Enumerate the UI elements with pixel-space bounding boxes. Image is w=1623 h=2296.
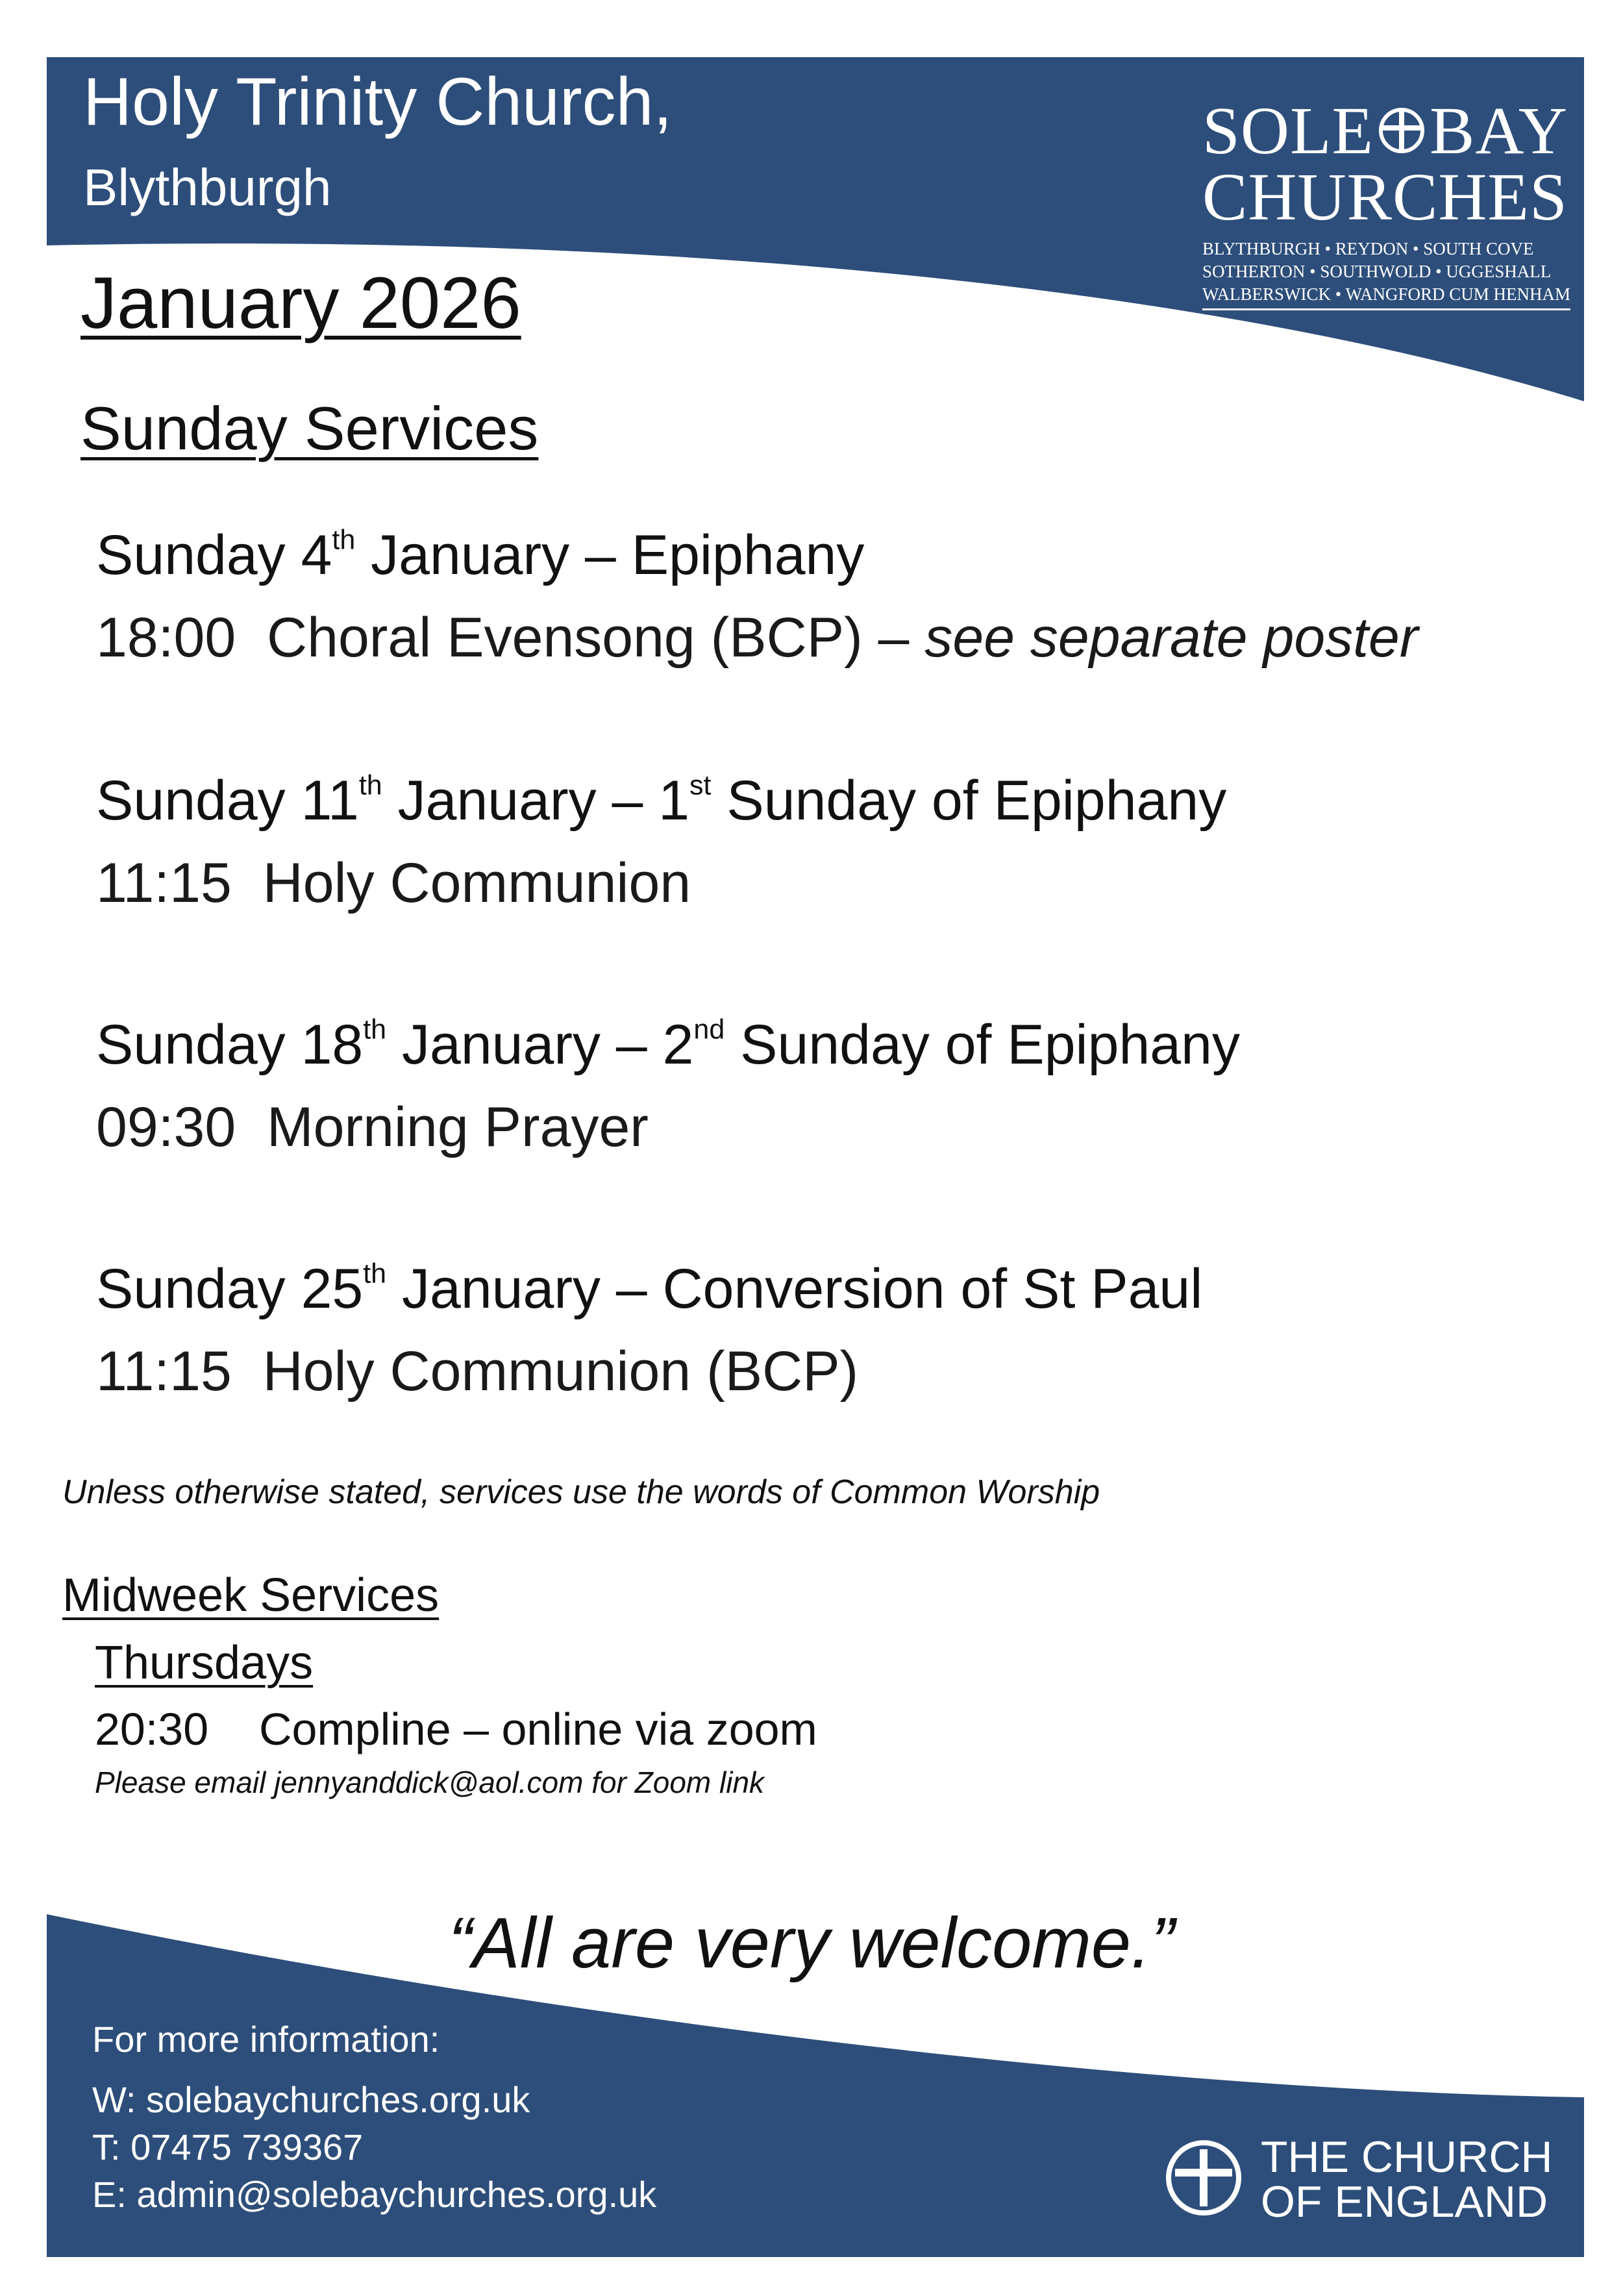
service-3-day: Sunday 18 xyxy=(96,1014,364,1076)
midweek-time: 20:30 xyxy=(95,1704,209,1754)
logo-word-sole: SOLE xyxy=(1202,94,1374,168)
sunday-services-heading: Sunday Services xyxy=(81,394,539,462)
zoom-link-note: Please email jennyanddick@aol.com for Zoom link xyxy=(95,1766,765,1799)
service-1-day: Sunday 4 xyxy=(96,524,332,586)
logo-word-bay: BAY xyxy=(1430,94,1568,168)
service-4-name: Holy Communion (BCP) xyxy=(262,1340,859,1403)
service-2-occasion: Sunday of Epiphany xyxy=(711,769,1227,832)
church-location: Blythburgh xyxy=(83,158,332,216)
logo-places-line-3: WALBERSWICK • WANGFORD CUM HENHAM xyxy=(1202,283,1570,310)
service-2-time: 11:15 xyxy=(96,852,232,914)
service-4-time: 11:15 xyxy=(96,1340,232,1403)
logo-places-line-1: BLYTHBURGH • REYDON • SOUTH COVE xyxy=(1202,239,1534,258)
contact-email[interactable]: E: admin@solebaychurches.org.uk xyxy=(92,2174,657,2215)
service-1-occasion: January – Epiphany xyxy=(355,524,865,586)
service-3-name: Morning Prayer xyxy=(267,1096,649,1158)
coe-line-2: OF ENGLAND xyxy=(1261,2177,1548,2227)
church-name: Holy Trinity Church, xyxy=(83,64,673,140)
church-of-england-cross-icon xyxy=(1163,2138,1244,2218)
service-3-day-suffix: th xyxy=(363,1014,387,1045)
midweek-service-name: Compline – online via zoom xyxy=(258,1704,817,1754)
service-1-time: 18:00 xyxy=(96,606,236,669)
service-2-name: Holy Communion xyxy=(262,852,691,914)
contact-website[interactable]: W: solebaychurches.org.uk xyxy=(92,2079,530,2120)
contact-phone[interactable]: T: 07475 739367 xyxy=(92,2127,364,2167)
coe-line-1: THE CHURCH xyxy=(1261,2132,1553,2182)
service-3-month: January – xyxy=(386,1014,663,1076)
service-3-occasion: Sunday of Epiphany xyxy=(725,1014,1240,1076)
service-3-ordinal-suffix: nd xyxy=(693,1014,725,1045)
service-1-day-suffix: th xyxy=(332,524,356,556)
service-2-day: Sunday 11 xyxy=(96,769,359,832)
service-2-day-suffix: th xyxy=(358,769,382,801)
service-2-ordinal: 1 xyxy=(658,769,690,832)
service-4-day-suffix: th xyxy=(363,1258,387,1290)
month-title: January 2026 xyxy=(81,262,521,343)
service-3-ordinal: 2 xyxy=(662,1014,694,1076)
service-1-note: see separate poster xyxy=(924,606,1419,669)
worship-note: Unless otherwise stated, services use the words of Common Worship xyxy=(62,1473,1100,1511)
service-4-day: Sunday 25 xyxy=(96,1258,364,1320)
service-3-time: 09:30 xyxy=(96,1096,236,1158)
logo-word-churches: CHURCHES xyxy=(1202,160,1568,234)
midweek-services-heading: Midweek Services xyxy=(62,1569,440,1621)
service-4-occasion: January – Conversion of St Paul xyxy=(386,1258,1203,1320)
service-2-ordinal-suffix: st xyxy=(689,769,712,801)
service-1-name: Choral Evensong (BCP) – xyxy=(267,606,925,669)
logo-places-line-2: SOTHERTON • SOUTHWOLD • UGGESHALL xyxy=(1202,262,1552,282)
service-2-month: January – xyxy=(382,769,659,832)
thursdays-heading: Thursdays xyxy=(95,1637,314,1689)
welcome-message: “All are very welcome.” xyxy=(448,1903,1175,1983)
contact-intro: For more information: xyxy=(92,2019,440,2060)
